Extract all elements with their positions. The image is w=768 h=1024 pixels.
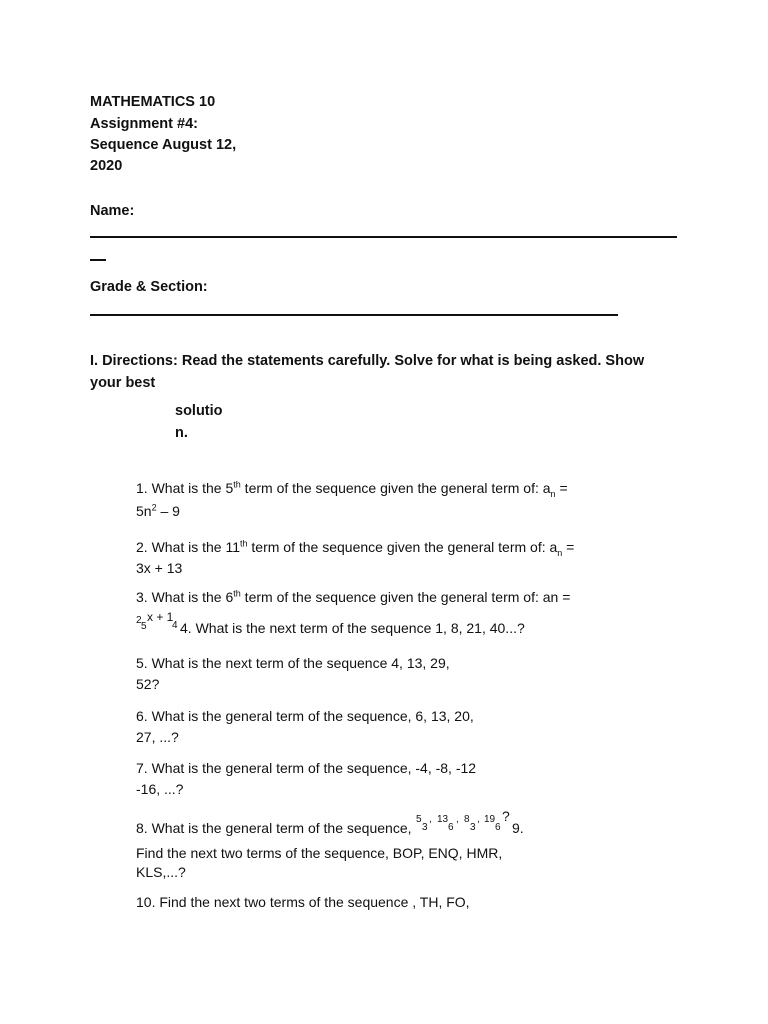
question-3-formula-part-2: 5 [141,621,147,632]
question-6-line-1: 6. What is the general term of the sequence, 6, 13, 20, [136,708,474,724]
question-9-number: 9. [512,820,524,836]
question-8-text: 8. What is the general term of the sequence, [136,820,412,836]
question-7-line-1: 7. What is the general term of the sequence, -4, -8, -12 [136,760,477,776]
question-8-question-mark: ? [502,808,510,824]
directions-line-4: n. [175,425,188,441]
question-8-term-2-den: 6 [448,822,454,833]
question-7-line-2: -16, ...? [136,781,184,797]
question-9-line-1: Find the next two terms of the sequence, BOP, ENQ, HMR, [136,845,503,861]
question-3-formula-and-question-4 [136,610,556,636]
question-8-term-2-num: 13 [437,814,449,825]
question-2-text-a: 2. What is the 11 [136,539,241,555]
question-2-formula: 3x + 13 [136,560,183,576]
question-3-text-b: term of the sequence given the general term of: an = [240,589,571,605]
directions-line-3: solutio [175,403,223,419]
question-6-line-2: 27, ...? [136,729,179,745]
question-8-term-1-den: 3 [422,822,428,833]
question-3-formula-part-1: 2 [136,615,142,626]
question-8-sequence [416,810,536,838]
question-8-comma-1: , [429,814,432,825]
question-4: 4. What is the next term of the sequence 1, 8, 21, 40...? [180,620,525,636]
question-1-formula-a: 5n [136,503,152,519]
name-blank-line-wrap [90,259,106,261]
question-1 [136,478,568,498]
question-2-text-c: = [562,539,575,555]
question-3-text-a: 3. What is the 6 [136,589,234,605]
question-2-sup: th [240,538,248,549]
question-3 [136,587,570,607]
question-9-line-2: KLS,...? [136,864,186,880]
question-3-sup: th [233,588,241,599]
grade-section-label: Grade & Section: [90,279,208,295]
question-1-formula-b: – 9 [156,503,180,519]
question-1-text-b: term of the sequence given the general term of: a [240,480,551,496]
question-8-term-4-den: 6 [495,822,501,833]
question-8-term-4-num: 19 [484,814,496,825]
name-blank-line [90,236,677,238]
question-8-term-1-num: 5 [416,814,422,825]
assignment-number: Assignment #4: [90,116,198,132]
grade-section-blank-line [90,314,618,316]
question-1-text-c: = [555,480,568,496]
question-1-formula-exp: 2 [151,502,157,513]
name-label: Name: [90,203,135,219]
directions-line-1: I. Directions: Read the statements carefully. Solve for what is being asked. Show [90,353,645,369]
question-2-sub: n [557,547,563,558]
question-1-formula [136,501,180,521]
question-2-text-b: term of the sequence given the general term of: a [247,539,558,555]
question-3-formula-part-4: 4 [172,620,178,631]
question-5-line-1: 5. What is the next term of the sequence 4, 13, 29, [136,655,450,671]
directions-line-2: your best [90,375,156,391]
question-8-comma-3: , [477,814,480,825]
question-8-term-3-num: 8 [464,814,470,825]
question-1-sub: n [550,488,556,499]
question-3-formula-part-3: x + 1 [147,610,174,624]
question-10-line-1: 10. Find the next two terms of the sequence , TH, FO, [136,894,470,910]
question-1-text-a: 1. What is the 5 [136,480,234,496]
course-title: MATHEMATICS 10 [90,94,216,110]
assignment-topic-date: Sequence August 12, [90,137,237,153]
question-8-comma-2: , [456,814,459,825]
question-1-sup: th [233,479,241,490]
question-8-term-3-den: 3 [470,822,476,833]
assignment-year: 2020 [90,158,123,174]
question-5-line-2: 52? [136,676,160,692]
question-2 [136,537,574,557]
